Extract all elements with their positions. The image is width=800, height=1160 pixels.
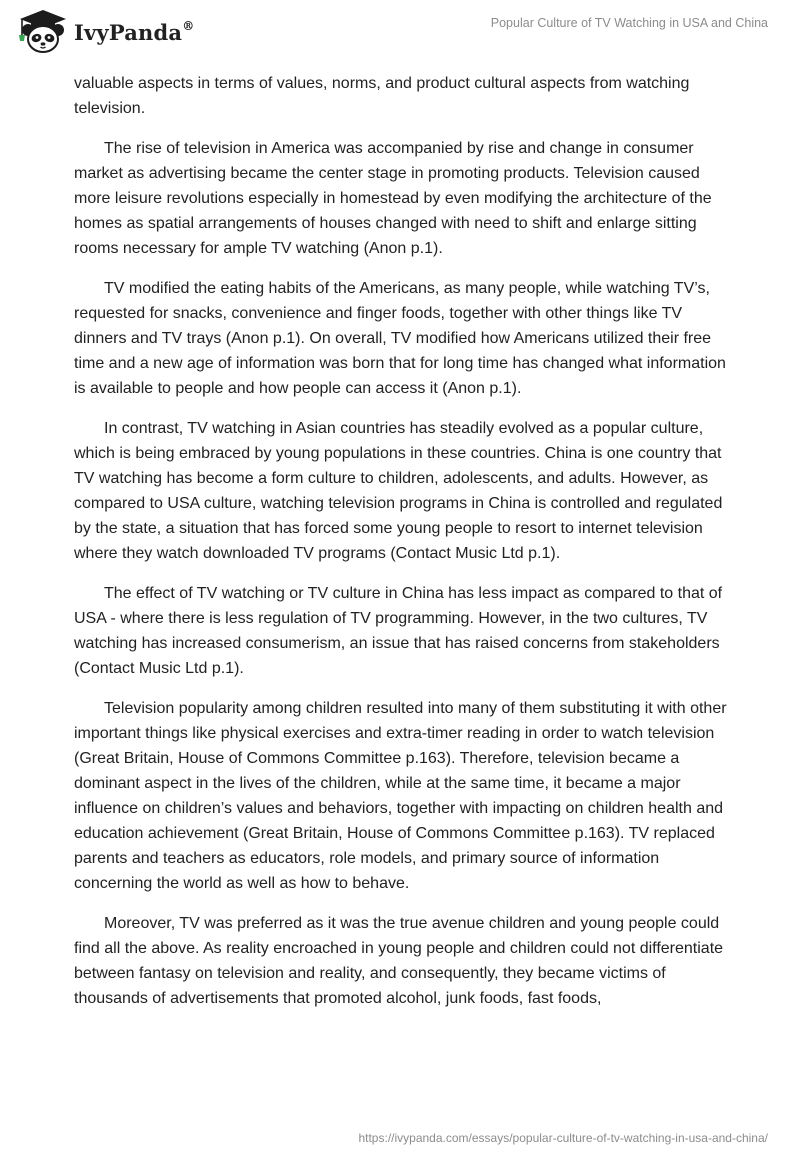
- essay-body: [74, 71, 734, 1026]
- paragraph: The rise of television in America was accompanied by rise and change in consumer market as advertising became the center stage in promoting products. Television caused more leisure revolutions especially in homestead by even modifying the architecture of the homes as spatial arrangements of houses changed with need to shift and enlarge sitting rooms necessary for ample TV watching (Anon p.1).: [74, 140, 712, 257]
- paragraph: Television popularity among children resulted into many of them substituting it with other important things like physical exercises and extra-timer reading in order to watch television (Great Britain, House of Commons Committee p.163). Therefore, television became a dominant aspect in the lives of the children, while at the same time, it became a major influence on children’s values and behaviors, together with impacting on children health and education achievement (Great Britain, House of Commons Committee p.163). TV replaced parents and teachers as educators, role models, and primary source of information concerning the world as well as how to behave.: [74, 700, 727, 892]
- panda-graduate-icon: [14, 8, 72, 54]
- document-title: Popular Culture of TV Watching in USA and China: [490, 16, 768, 30]
- paragraph: The effect of TV watching or TV culture in China has less impact as compared to that of USA - where there is less regulation of TV programming. However, in the two cultures, TV watching has increased consumerism, an issue that has raised concerns from stakeholders (Contact Music Ltd p.1).: [74, 585, 723, 677]
- paragraph: In contrast, TV watching in Asian countries has steadily evolved as a popular culture, which is being embraced by young populations in these countries. China is one country that TV watching has become a form culture to children, adolescents, and adults. However, as compared to USA culture, watching television programs in China is controlled and regulated by the state, a situation that has forced some young people to resort to internet television where they watch downloaded TV programs (Contact Music Ltd p.1).: [74, 420, 723, 562]
- paragraph: TV modified the eating habits of the Americans, as many people, while watching TV’s, requested for snacks, convenience and finger foods, together with other things like TV dinners and TV trays (Anon p.1). On overall, TV modified how Americans utilized their free time and a new age of information was born that for long time has changed what information is available to people and how people can access it (Anon p.1).: [74, 280, 726, 397]
- ivypanda-logo[interactable]: [14, 8, 194, 54]
- registered-mark: ®: [182, 18, 195, 33]
- paragraph: Moreover, TV was preferred as it was the true avenue children and young people could find all the above. As reality encroached in young people and children could not differentiate between fantasy on television and reality, and consequently, they became victims of thousands of advertisements that promoted alcohol, junk foods, fast foods,: [74, 915, 724, 1007]
- brand-name: IvyPanda®: [74, 18, 195, 45]
- paragraph: valuable aspects in terms of values, norms, and product cultural aspects from watching television.: [74, 75, 690, 117]
- page-header: [0, 0, 800, 60]
- source-url[interactable]: https://ivypanda.com/essays/popular-culture-of-tv-watching-in-usa-and-china/: [358, 1131, 768, 1145]
